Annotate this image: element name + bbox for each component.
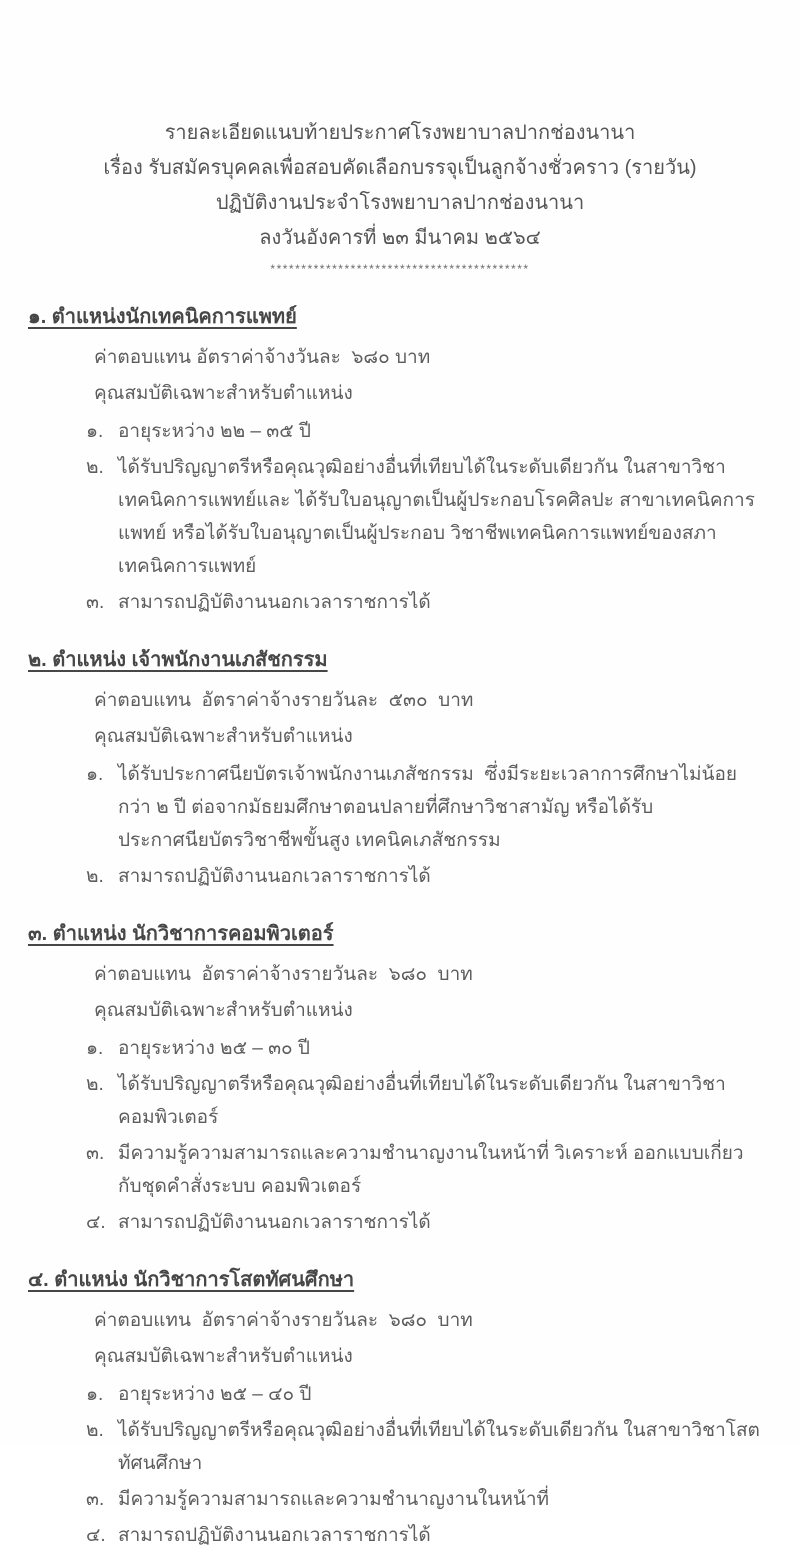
item-text: อายุระหว่าง ๒๒ – ๓๕ ปี (118, 421, 311, 442)
section-position-3 (28, 917, 764, 1239)
section-position-2 (28, 643, 764, 893)
section-position-4 (28, 1263, 764, 1552)
item-text: สามารถปฏิบัติงานนอกเวลาราชการได้ (118, 592, 431, 613)
qualification-item (86, 1414, 764, 1480)
qualification-item (86, 1068, 764, 1134)
qualification-item (86, 451, 764, 583)
qualification-item (86, 1483, 764, 1516)
qualification-item (86, 758, 764, 857)
item-number: ๒. (86, 866, 104, 887)
item-text: อายุระหว่าง ๒๕ – ๔๐ ปี (118, 1384, 312, 1405)
item-text: ได้รับปริญญาตรีหรือคุณวุฒิอย่างอื่นที่เทียบได้ในระดับเดียวกัน ในสาขาวิชาคอมพิวเตอร์ (118, 1074, 726, 1128)
item-text: อายุระหว่าง ๒๕ – ๓๐ ปี (118, 1038, 310, 1059)
header-subject-line: เรื่อง รับสมัครบุคคลเพื่อสอบคัดเลือกบรรจุเป็นลูกจ้างชั่วคราว (รายวัน) (103, 157, 697, 179)
item-number: ๔. (86, 1212, 106, 1233)
compensation-line: ค่าตอบแทน อัตราค่าจ้างวันละ ๖๘๐ บาท (94, 347, 431, 368)
item-text: สามารถปฏิบัติงานนอกเวลาราชการได้ (118, 866, 431, 887)
compensation-line: ค่าตอบแทน อัตราค่าจ้างรายวันละ ๖๘๐ บาท (94, 1310, 473, 1331)
header-date-line: ลงวันอังคารที่ ๒๓ มีนาคม ๒๕๖๔ (259, 227, 541, 249)
qualification-items (86, 758, 764, 893)
item-text: สามารถปฏิบัติงานนอกเวลาราชการได้ (118, 1525, 431, 1546)
compensation-line: ค่าตอบแทน อัตราค่าจ้างรายวันละ ๖๘๐ บาท (94, 964, 473, 985)
section-heading: ๓. ตำแหน่ง นักวิชาการคอมพิวเตอร์ (28, 923, 334, 945)
qualification-item (86, 860, 764, 893)
section-heading: ๒. ตำแหน่ง เจ้าพนักงานเภสัชกรรม (28, 649, 328, 671)
item-number: ๓. (86, 592, 105, 613)
compensation-line: ค่าตอบแทน อัตราค่าจ้างรายวันละ ๕๓๐ บาท (94, 690, 474, 711)
item-number: ๒. (86, 1420, 104, 1441)
item-text: ได้รับปริญญาตรีหรือคุณวุฒิอย่างอื่นที่เทียบได้ในระดับเดียวกัน ในสาขาวิชาเทคนิคการแพทย์และ ได้รับใบอนุญาตเป็นผู้ประกอบโรคศิลปะ สาขาเทคนิคการแพทย์ หรือได้รับใบอนุญาตเป็นผู้ประกอบ วิชาชีพเทคนิคการแพทย์ของสภาเทคนิคการแพทย์ (118, 457, 755, 577)
item-text: ได้รับประกาศนียบัตรเจ้าพนักงานเภสัชกรรม ซึ่งมีระยะเวลาการศึกษาไม่น้อยกว่า ๒ ปี ต่อจากมัธยมศึกษาตอนปลายที่ศึกษาวิชาสามัญ หรือได้รับประกาศนียบัตรวิชาชีพขั้นสูง เทคนิคเภสัชกรรม (118, 764, 738, 851)
item-number: ๑. (86, 421, 104, 442)
header-title-line: รายละเอียดแนบท้ายประกาศโรงพยาบาลปากช่องนานา (164, 122, 636, 144)
qualification-items (86, 1032, 764, 1239)
qualification-item (86, 1137, 764, 1203)
qualification-items (86, 1378, 764, 1552)
qualification-item (86, 586, 764, 619)
asterisk-divider: ****************************************** (270, 262, 530, 276)
item-number: ๒. (86, 457, 104, 478)
item-number: ๑. (86, 764, 104, 785)
qualification-item (86, 1378, 764, 1411)
item-text: มีความรู้ความสามารถและความชำนาญงานในหน้าที่ วิเคราะห์ ออกแบบเกี่ยวกับชุดคำสั่งระบบ คอมพิวเตอร์ (118, 1143, 744, 1197)
section-position-1 (28, 300, 764, 619)
section-heading: ๑. ตำแหน่งนักเทคนิคการแพทย์ (28, 306, 297, 328)
item-number: ๑. (86, 1384, 104, 1405)
qualification-items (86, 415, 764, 619)
item-number: ๒. (86, 1074, 104, 1095)
item-text: ได้รับปริญญาตรีหรือคุณวุฒิอย่างอื่นที่เทียบได้ในระดับเดียวกัน ในสาขาวิชาโสตทัศนศึกษา (118, 1420, 760, 1474)
item-number: ๓. (86, 1489, 105, 1510)
item-text: มีความรู้ความสามารถและความชำนาญงานในหน้าที่ (118, 1489, 550, 1510)
qualifications-label: คุณสมบัติเฉพาะสำหรับตำแหน่ง (94, 1000, 353, 1021)
qualification-item (86, 1206, 764, 1239)
qualification-item (86, 1519, 764, 1552)
item-number: ๔. (86, 1525, 106, 1546)
qualification-item (86, 1032, 764, 1065)
section-heading: ๔. ตำแหน่ง นักวิชาการโสตทัศนศึกษา (28, 1269, 355, 1291)
item-text: สามารถปฏิบัติงานนอกเวลาราชการได้ (118, 1212, 431, 1233)
qualification-item (86, 415, 764, 448)
item-number: ๑. (86, 1038, 104, 1059)
qualifications-label: คุณสมบัติเฉพาะสำหรับตำแหน่ง (94, 383, 353, 404)
document-header (0, 116, 800, 256)
qualifications-label: คุณสมบัติเฉพาะสำหรับตำแหน่ง (94, 726, 353, 747)
qualifications-label: คุณสมบัติเฉพาะสำหรับตำแหน่ง (94, 1346, 353, 1367)
header-workplace-line: ปฏิบัติงานประจำโรงพยาบาลปากช่องนานา (215, 192, 585, 214)
item-number: ๓. (86, 1143, 105, 1164)
